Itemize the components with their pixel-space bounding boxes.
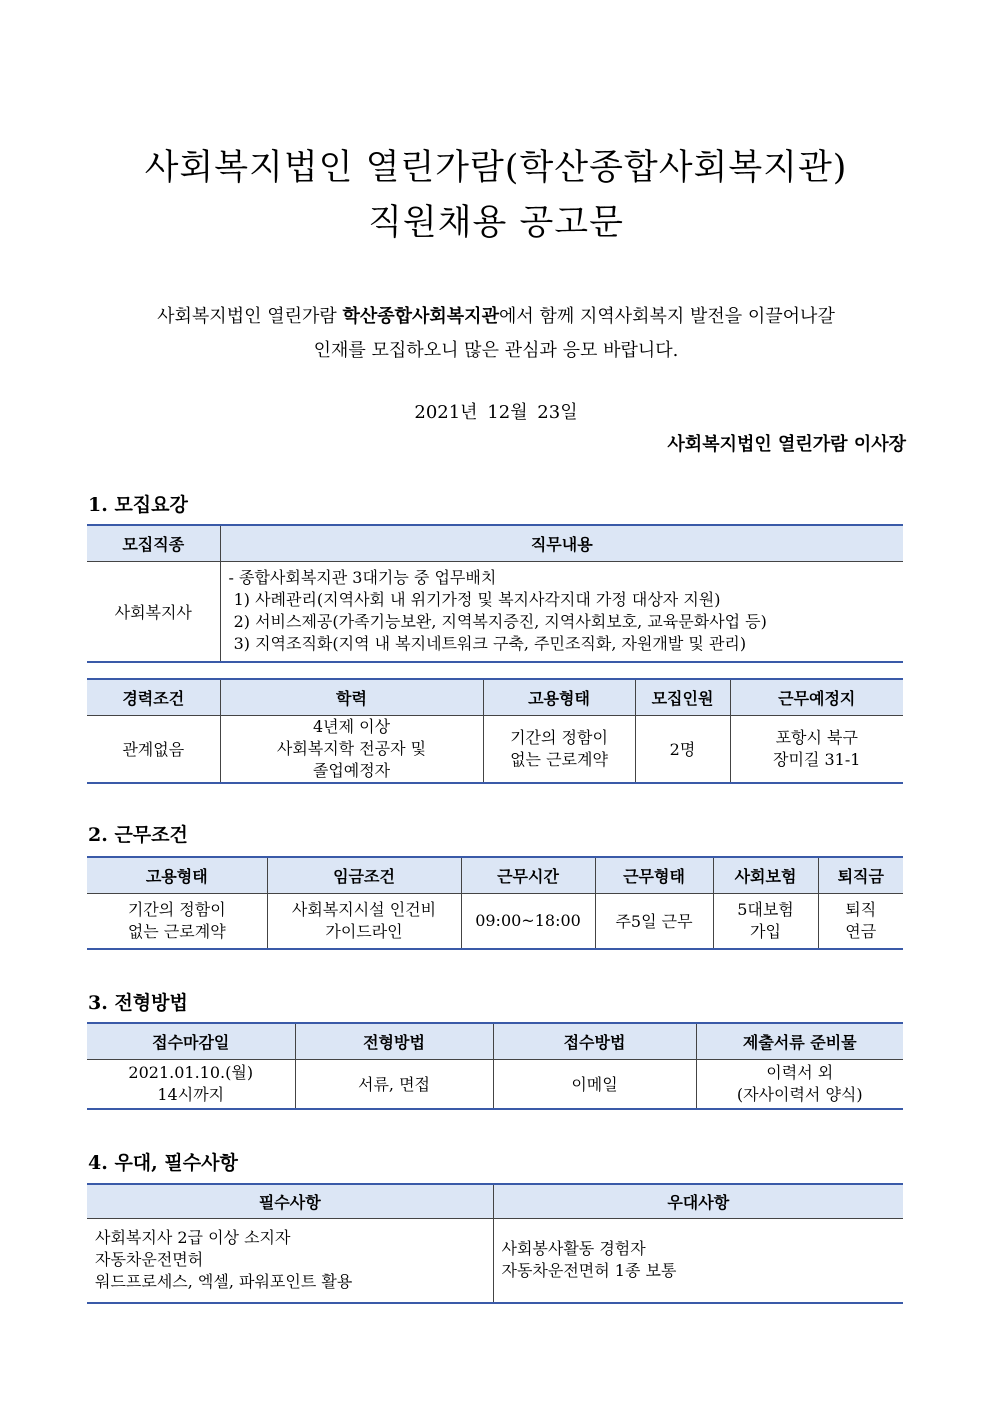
employment-line: 기간의 정함이	[510, 727, 608, 747]
location-line: 포항시 북구	[775, 727, 858, 747]
intro-bold-org: 학산종합사회복지관	[342, 306, 499, 327]
recruit-condition-table	[87, 678, 903, 784]
preferred-line: 사회봉사활동 경험자	[501, 1239, 646, 1259]
location-line: 장미길 31-1	[773, 749, 861, 769]
count-value: 2명	[635, 715, 730, 783]
insurance-line: 5대보험	[737, 899, 794, 919]
submission-value: 이메일	[493, 1059, 696, 1109]
employment-value	[87, 893, 267, 949]
deadline-value	[87, 1059, 295, 1109]
duty-line: 1) 사례관리(지역사회 내 위기가정 및 복지사각지대 가정 대상자 지원)	[228, 590, 721, 610]
wage-value	[267, 893, 461, 949]
documents-line: 이력서 외	[766, 1062, 834, 1082]
header-duties: 직무내용	[220, 525, 903, 561]
employment-line: 없는 근로계약	[510, 749, 608, 769]
wage-line: 가이드라인	[325, 921, 403, 941]
section-1-heading: 1. 모집요강	[88, 494, 188, 516]
section-2-heading: 2. 근무조건	[88, 824, 188, 846]
header-work-type: 근무형태	[595, 857, 713, 893]
career-value: 관계없음	[87, 715, 220, 783]
header-wage: 임금조건	[267, 857, 461, 893]
job-title: 사회복지사	[87, 561, 220, 662]
preferred-cell	[493, 1218, 903, 1303]
retirement-line: 퇴직	[845, 899, 877, 919]
header-insurance: 사회보험	[713, 857, 818, 893]
header-documents: 제출서류 준비물	[696, 1023, 903, 1059]
insurance-line: 가입	[750, 921, 781, 941]
location-value	[730, 715, 903, 783]
education-line: 4년제 이상	[312, 716, 391, 736]
duty-line: - 종합사회복지관 3대기능 중 업무배치	[228, 568, 497, 588]
recruit-duty-table	[87, 524, 903, 663]
duty-line: 3) 지역조직화(지역 내 복지네트워크 구축, 주민조직화, 자원개발 및 관리)	[228, 634, 747, 654]
retirement-line: 연금	[845, 921, 877, 941]
work-type-value: 주5일 근무	[595, 893, 713, 949]
page-subtitle: 직원채용 공고문	[368, 203, 624, 243]
header-education: 학력	[220, 679, 483, 715]
header-method: 전형방법	[295, 1023, 493, 1059]
hours-value: 09:00~18:00	[461, 893, 595, 949]
deadline-line: 2021.01.10.(월)	[128, 1062, 254, 1082]
header-job: 모집직종	[87, 525, 220, 561]
education-line: 졸업예정자	[312, 760, 391, 780]
intro-suffix: 에서 함께 지역사회복지 발전을 이끌어나갈	[498, 306, 835, 327]
intro-prefix: 사회복지법인 열린가람	[157, 306, 343, 327]
duty-line: 2) 서비스제공(가족기능보완, 지역복지증진, 지역사회보호, 교육문화사업 등)	[228, 612, 767, 632]
header-preferred: 우대사항	[493, 1184, 903, 1218]
retirement-value	[818, 893, 903, 949]
documents-line: (자사이력서 양식)	[736, 1084, 863, 1104]
page-title: 사회복지법인 열린가람(학산종합사회복지관)	[144, 148, 848, 188]
header-employment: 고용형태	[483, 679, 635, 715]
required-line: 자동차운전면허	[95, 1250, 204, 1270]
header-required: 필수사항	[87, 1184, 493, 1218]
duties-cell	[220, 561, 903, 662]
header-employment: 고용형태	[87, 857, 267, 893]
preferred-line: 자동차운전면허 1종 보통	[501, 1261, 677, 1281]
section-3-heading: 3. 전형방법	[88, 992, 188, 1014]
selection-table	[87, 1022, 903, 1110]
wage-line: 사회복지시설 인건비	[291, 899, 437, 919]
section-4-heading: 4. 우대, 필수사항	[88, 1152, 238, 1174]
header-submission: 접수방법	[493, 1023, 696, 1059]
signature: 사회복지법인 열린가람 이사장	[667, 434, 906, 455]
education-value	[220, 715, 483, 783]
header-retirement: 퇴직금	[818, 857, 903, 893]
work-condition-table	[87, 856, 903, 950]
employment-value	[483, 715, 635, 783]
deadline-line: 14시까지	[157, 1084, 225, 1104]
header-deadline: 접수마감일	[87, 1023, 295, 1059]
header-career: 경력조건	[87, 679, 220, 715]
required-cell	[87, 1218, 493, 1303]
education-line: 사회복지학 전공자 및	[276, 738, 427, 758]
header-hours: 근무시간	[461, 857, 595, 893]
header-location: 근무예정지	[730, 679, 903, 715]
required-line: 사회복지사 2급 이상 소지자	[95, 1228, 291, 1248]
header-count: 모집인원	[635, 679, 730, 715]
insurance-value	[713, 893, 818, 949]
intro-line-1	[0, 302, 992, 328]
requirements-table	[87, 1183, 903, 1304]
notice-date: 2021년 12월 23일	[414, 402, 578, 423]
documents-value	[696, 1059, 903, 1109]
employment-line: 기간의 정함이	[127, 899, 226, 919]
employment-line: 없는 근로계약	[127, 921, 226, 941]
method-value: 서류, 면접	[295, 1059, 493, 1109]
intro-line-2: 인재를 모집하오니 많은 관심과 응모 바랍니다.	[313, 340, 679, 361]
required-line: 워드프로세스, 엑셀, 파워포인트 활용	[95, 1272, 353, 1292]
